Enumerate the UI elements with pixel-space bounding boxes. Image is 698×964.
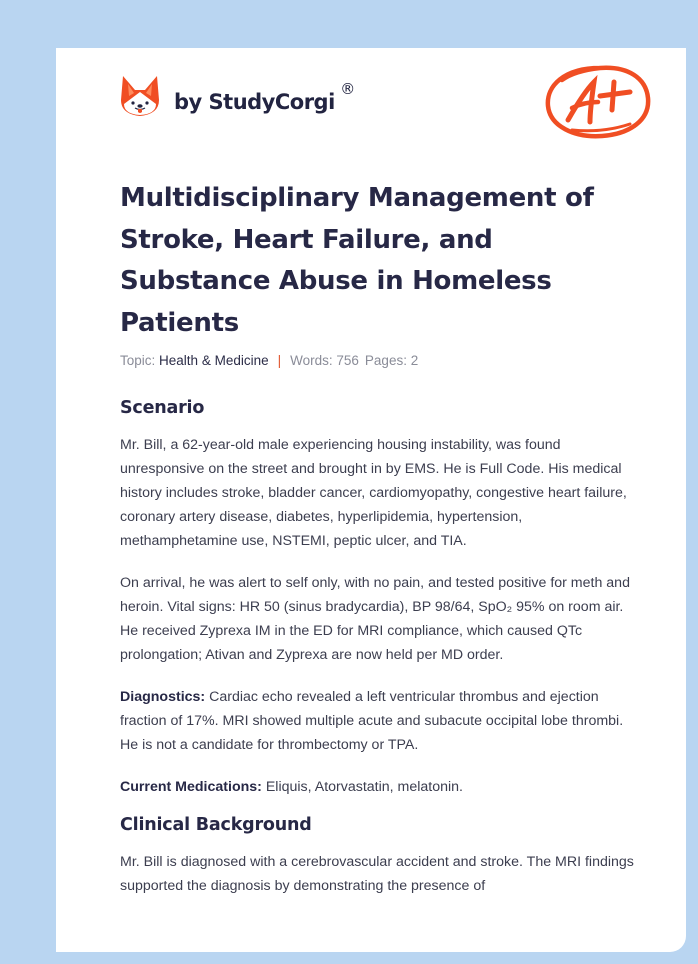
paragraph: Mr. Bill is diagnosed with a cerebrovascular accident and stroke. The MRI findings supported the diagnosis by demonstrating the presence of [120,854,634,894]
document-meta [120,353,418,368]
corgi-icon [120,74,160,118]
diagnostics-label: Diagnostics: [120,689,206,705]
paragraph: Mr. Bill, a 62-year-old male experiencing housing instability, was found unresponsive on the street and brought in by EMS. He is Full Code. His medical history includes stroke, bladder cancer, cardiomyopathy, congestive heart failure, coronary artery disease, diabetes, hyperlipidemia, hypertension, methamphetamine use, NSTEMI, peptic ulcer, and TIA. [120,437,627,549]
medications-paragraph: Current Medications: Eliquis, Atorvastatin, melatonin. [120,779,463,795]
document-title: Multidisciplinary Management of Stroke, Heart Failure, and Substance Abuse in Homeless Patients [120,183,594,338]
topic-label: Topic: [120,353,156,368]
section-heading-scenario: Scenario [120,398,205,418]
topic-link[interactable]: Health & Medicine [159,353,269,368]
diagnostics-paragraph: Diagnostics: Cardiac echo revealed a left ventricular thrombus and ejection fraction of 17%. MRI showed multiple acute and subacute occipital lobe thrombi. He is not a candidate for thrombectomy or TPA. [120,689,624,753]
medications-label: Current Medications: [120,779,262,795]
registered-mark: ® [340,80,355,98]
a-plus-icon [542,62,654,151]
document-card [56,48,686,952]
meta-separator: | [277,353,282,368]
word-count: Words: 756 [290,353,359,368]
header [120,74,650,144]
page-count: Pages: 2 [364,353,419,368]
brand-name: by StudyCorgi ® [174,80,355,114]
studycorgi-logo[interactable] [120,74,355,118]
paragraph: On arrival, he was alert to self only, with no pain, and tested positive for meth and heroin. Vital signs: HR 50 (sinus bradycardia), BP 98/64, SpO₂ 95% on room air. He received Zyprexa IM in the ED for MRI compliance, which caused QTc prolongation; Ativan and Zyprexa are now held per MD order. [120,575,630,663]
section-heading-clinical-background: Clinical Background [120,815,312,835]
document-body [120,396,636,898]
